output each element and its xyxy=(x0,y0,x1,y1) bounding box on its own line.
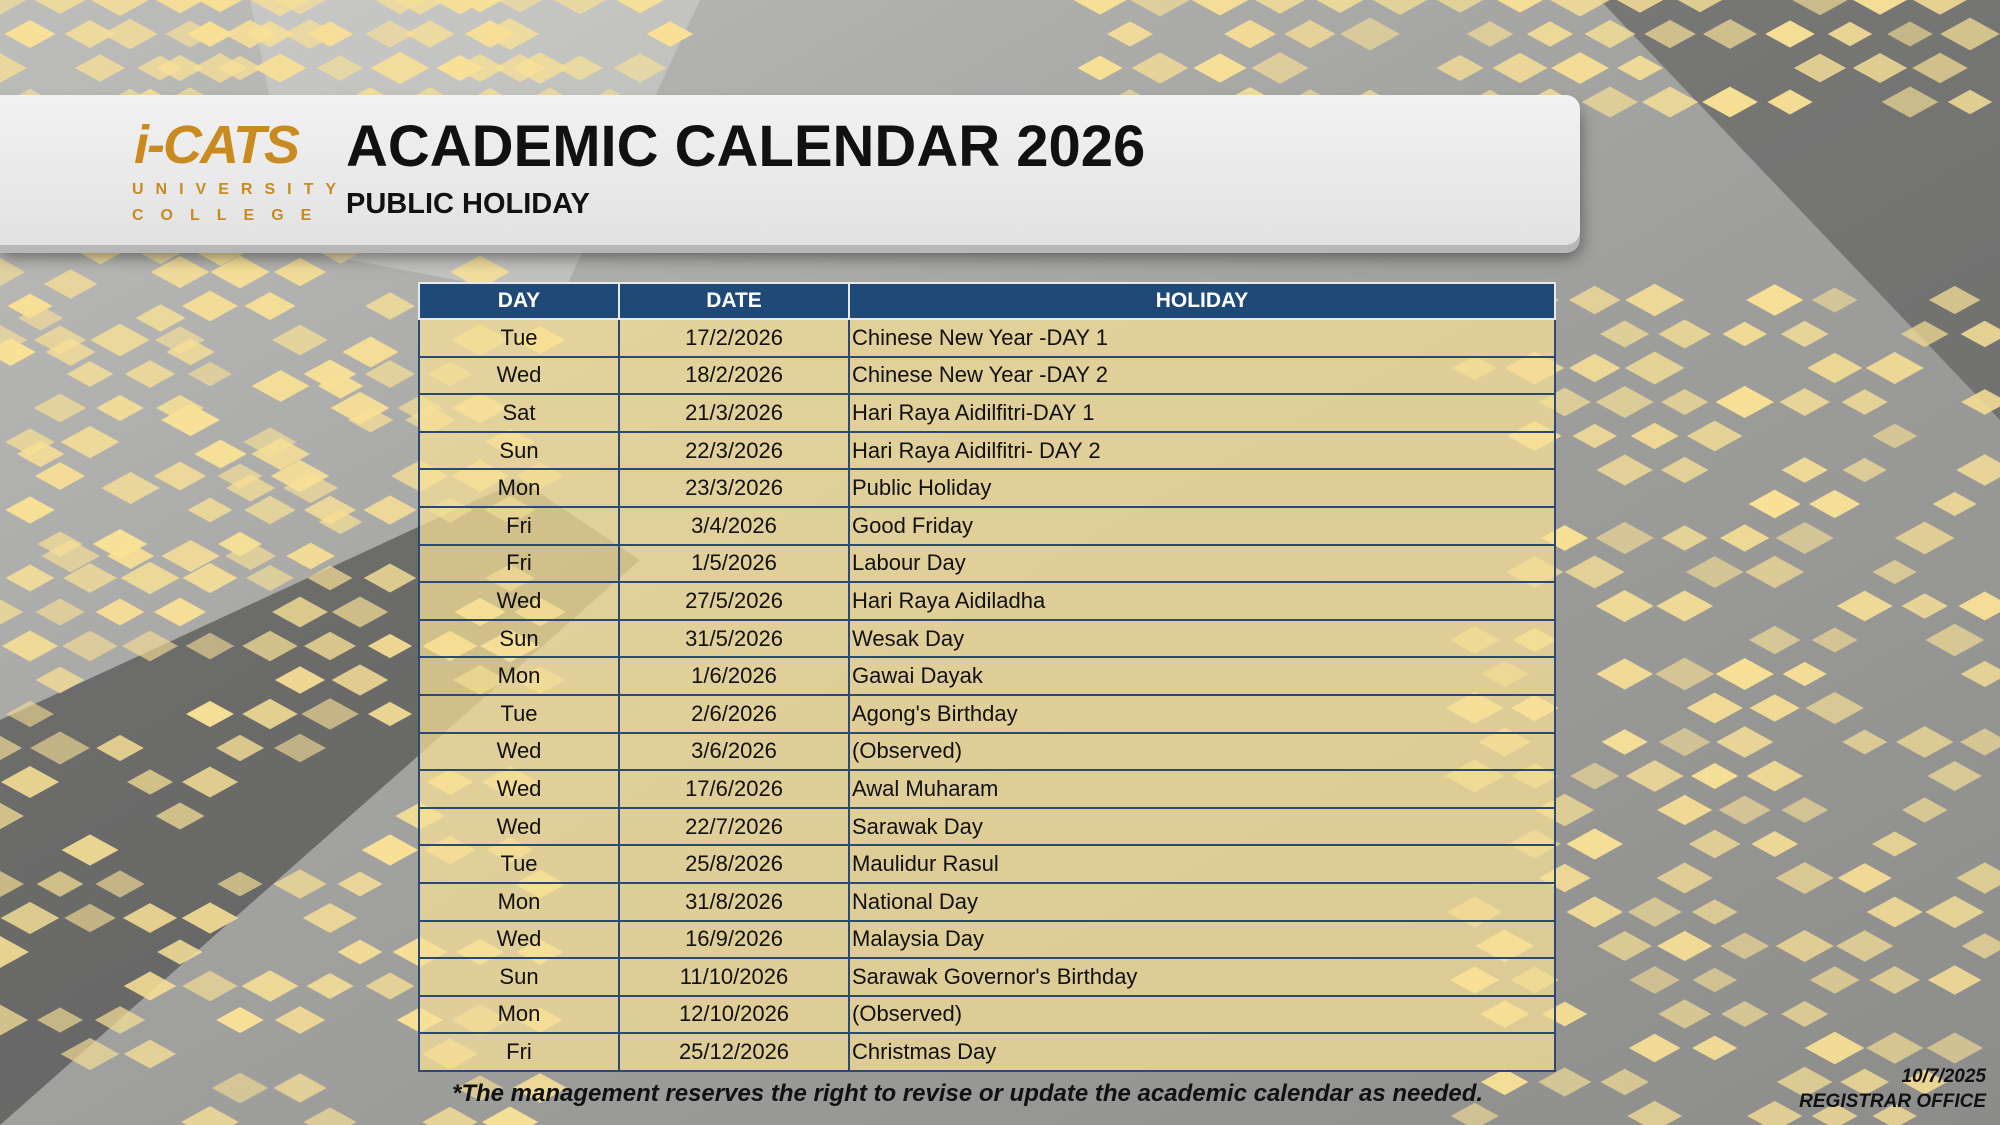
cell-holiday: Public Holiday xyxy=(849,469,1555,507)
cell-day: Mon xyxy=(419,883,619,921)
table-row xyxy=(419,845,1555,883)
registrar-office-label: REGISTRAR OFFICE xyxy=(1799,1091,1986,1112)
cell-day: Tue xyxy=(419,695,619,733)
table-header-row xyxy=(419,283,1555,319)
cell-day: Sun xyxy=(419,620,619,658)
cell-date: 23/3/2026 xyxy=(619,469,849,507)
issue-date: 10/7/2025 xyxy=(1901,1066,1986,1087)
table-row xyxy=(419,507,1555,545)
header-band xyxy=(0,95,1580,245)
cell-holiday: Gawai Dayak xyxy=(849,657,1555,695)
cell-day: Wed xyxy=(419,733,619,771)
cell-holiday: Labour Day xyxy=(849,545,1555,583)
table-row xyxy=(419,394,1555,432)
cell-day: Tue xyxy=(419,319,619,357)
table-row xyxy=(419,770,1555,808)
table-row xyxy=(419,620,1555,658)
cell-day: Fri xyxy=(419,545,619,583)
table-row xyxy=(419,469,1555,507)
cell-date: 2/6/2026 xyxy=(619,695,849,733)
cell-holiday: Maulidur Rasul xyxy=(849,845,1555,883)
cell-holiday: Christmas Day xyxy=(849,1033,1555,1071)
cell-date: 11/10/2026 xyxy=(619,958,849,996)
cell-day: Wed xyxy=(419,357,619,395)
cell-day: Sun xyxy=(419,432,619,470)
logo-line-college: COLLEGE xyxy=(132,207,329,224)
table-row xyxy=(419,582,1555,620)
cell-date: 3/6/2026 xyxy=(619,733,849,771)
cell-holiday: National Day xyxy=(849,883,1555,921)
holiday-table-container xyxy=(418,282,1556,1072)
cell-day: Sun xyxy=(419,958,619,996)
cell-holiday: Wesak Day xyxy=(849,620,1555,658)
cell-day: Wed xyxy=(419,808,619,846)
holiday-table xyxy=(418,282,1556,1072)
table-row xyxy=(419,883,1555,921)
cell-day: Wed xyxy=(419,921,619,959)
page-subtitle: PUBLIC HOLIDAY xyxy=(346,188,590,220)
table-row xyxy=(419,808,1555,846)
table-row xyxy=(419,432,1555,470)
cell-date: 31/8/2026 xyxy=(619,883,849,921)
table-row xyxy=(419,996,1555,1034)
table-row xyxy=(419,921,1555,959)
cell-day: Mon xyxy=(419,469,619,507)
table-row xyxy=(419,319,1555,357)
column-header-date: DATE xyxy=(619,283,849,319)
table-row xyxy=(419,958,1555,996)
cell-holiday: Malaysia Day xyxy=(849,921,1555,959)
page-title: ACADEMIC CALENDAR 2026 xyxy=(346,114,1146,179)
table-row xyxy=(419,695,1555,733)
table-row xyxy=(419,545,1555,583)
cell-date: 17/6/2026 xyxy=(619,770,849,808)
cell-date: 25/12/2026 xyxy=(619,1033,849,1071)
cell-date: 22/3/2026 xyxy=(619,432,849,470)
cell-date: 12/10/2026 xyxy=(619,996,849,1034)
cell-day: Fri xyxy=(419,1033,619,1071)
disclaimer-note: *The management reserves the right to revise or update the academic calendar as needed. xyxy=(452,1080,1484,1107)
cell-day: Sat xyxy=(419,394,619,432)
cell-date: 16/9/2026 xyxy=(619,921,849,959)
cell-date: 31/5/2026 xyxy=(619,620,849,658)
cell-holiday: (Observed) xyxy=(849,996,1555,1034)
cell-holiday: (Observed) xyxy=(849,733,1555,771)
cell-holiday: Hari Raya Aidilfitri- DAY 2 xyxy=(849,432,1555,470)
cell-date: 17/2/2026 xyxy=(619,319,849,357)
cell-date: 27/5/2026 xyxy=(619,582,849,620)
cell-day: Wed xyxy=(419,770,619,808)
logo-wordmark: i-CATS xyxy=(134,115,298,175)
college-logo xyxy=(126,115,349,225)
column-header-day: DAY xyxy=(419,283,619,319)
cell-holiday: Hari Raya Aidiladha xyxy=(849,582,1555,620)
logo-line-university: UNIVERSITY xyxy=(132,181,349,198)
cell-date: 22/7/2026 xyxy=(619,808,849,846)
cell-date: 21/3/2026 xyxy=(619,394,849,432)
cell-date: 3/4/2026 xyxy=(619,507,849,545)
cell-date: 25/8/2026 xyxy=(619,845,849,883)
cell-date: 1/5/2026 xyxy=(619,545,849,583)
table-row xyxy=(419,657,1555,695)
cell-day: Wed xyxy=(419,582,619,620)
cell-date: 1/6/2026 xyxy=(619,657,849,695)
cell-holiday: Sarawak Governor's Birthday xyxy=(849,958,1555,996)
cell-day: Mon xyxy=(419,996,619,1034)
column-header-holiday: HOLIDAY xyxy=(849,283,1555,319)
cell-date: 18/2/2026 xyxy=(619,357,849,395)
cell-day: Fri xyxy=(419,507,619,545)
cell-holiday: Sarawak Day xyxy=(849,808,1555,846)
cell-holiday: Agong's Birthday xyxy=(849,695,1555,733)
table-row xyxy=(419,357,1555,395)
cell-day: Tue xyxy=(419,845,619,883)
table-row xyxy=(419,733,1555,771)
cell-holiday: Awal Muharam xyxy=(849,770,1555,808)
cell-holiday: Good Friday xyxy=(849,507,1555,545)
table-row xyxy=(419,1033,1555,1071)
cell-day: Mon xyxy=(419,657,619,695)
cell-holiday: Hari Raya Aidilfitri-DAY 1 xyxy=(849,394,1555,432)
cell-holiday: Chinese New Year -DAY 1 xyxy=(849,319,1555,357)
cell-holiday: Chinese New Year -DAY 2 xyxy=(849,357,1555,395)
